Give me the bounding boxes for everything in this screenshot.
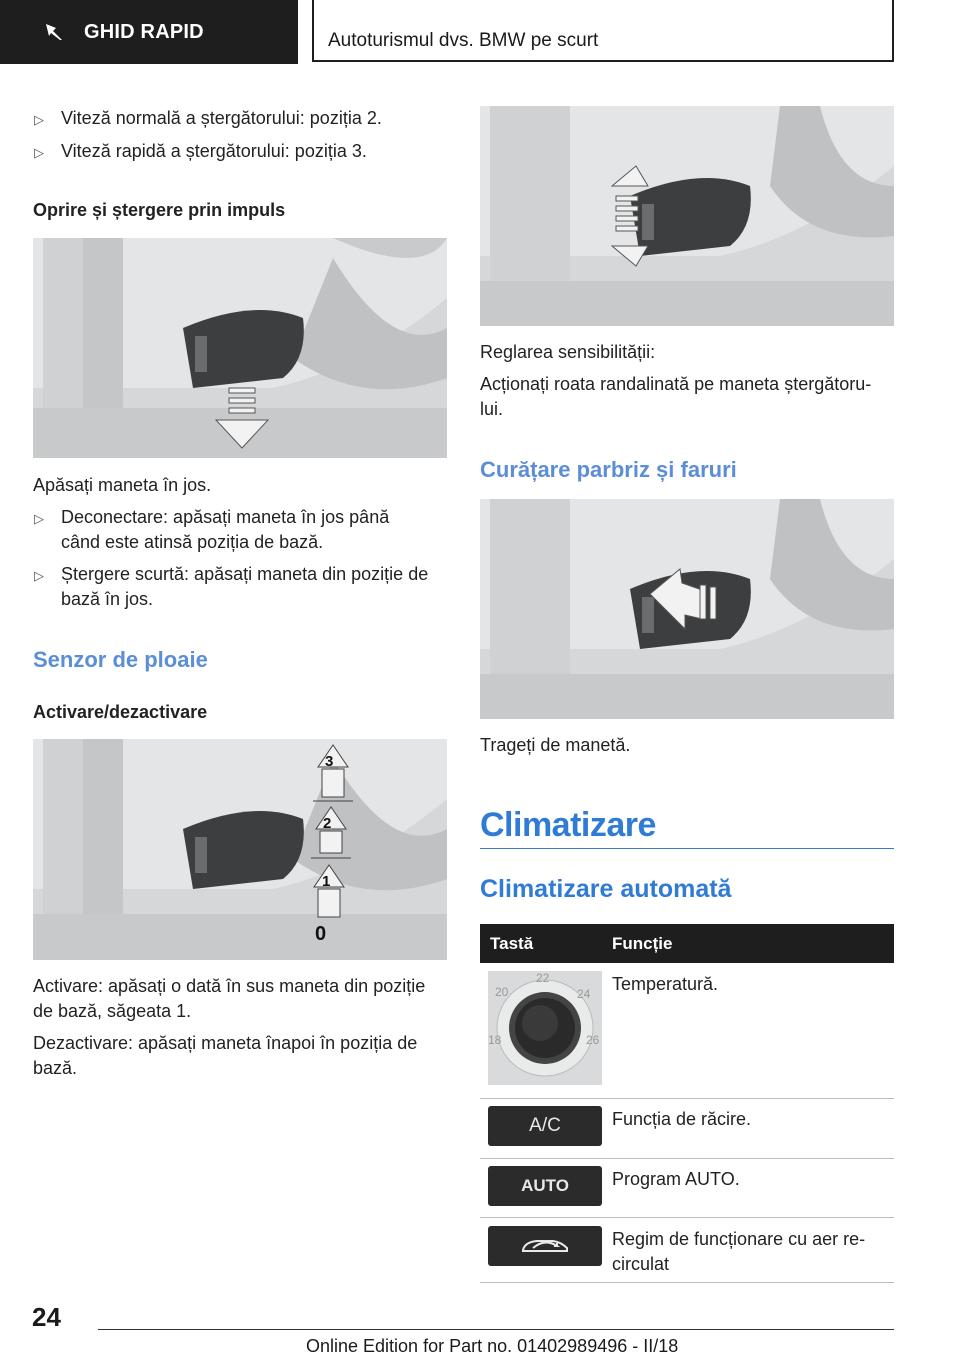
function-recirculation: Regim de funcționare cu aer re- circulat [612, 1229, 866, 1274]
sensitivity-text: Acționați roata randalinată pe maneta ștergătoru- lui. [480, 374, 872, 419]
header-badge-label: GHID RAPID [84, 20, 204, 43]
wiper-press-down-image [33, 238, 447, 458]
pull-lever-image [480, 499, 894, 719]
table-header-key: Tastă [490, 934, 534, 953]
caption-press-down: Apăsați maneta în jos. [33, 475, 212, 495]
table-row-divider [480, 1217, 894, 1218]
function-cooling: Funcția de răcire. [612, 1109, 752, 1129]
header-title-box [312, 0, 894, 62]
deactivation-text: Dezactivare: apăsați maneta înapoi în poziția de bază. [33, 1033, 418, 1078]
dial-label-26: 26 [586, 1033, 600, 1047]
arrow-label-3: 3 [325, 753, 334, 770]
chapter-rule [480, 848, 894, 849]
triangle-bullet-icon: ▷ [34, 112, 44, 127]
star-icon [44, 22, 64, 42]
arrow-label-1: 1 [322, 873, 331, 890]
subheading-impulse: Oprire și ștergere prin impuls [33, 200, 286, 220]
bullet-normal-speed: ▷ Viteză normală a ștergătorului: poziția 2. [61, 106, 382, 131]
page-number: 24 [32, 1302, 61, 1332]
section-rain-sensor: Senzor de ploaie [33, 647, 208, 672]
activation-text: Activare: apăsați o dată în sus maneta din poziție de bază, săgeata 1. [33, 976, 426, 1021]
dial-label-18: 18 [488, 1033, 502, 1047]
auto-key-icon: AUTO [488, 1166, 602, 1206]
footer-rule [98, 1329, 894, 1330]
dial-label-24: 24 [577, 987, 591, 1001]
arrow-label-2: 2 [323, 815, 332, 832]
table-row-divider [480, 1158, 894, 1159]
bullet-short-wipe: ▷ Ștergere scurtă: apăsați maneta din poziție de bază în jos. [34, 564, 429, 609]
function-temperature: Temperatură. [612, 974, 719, 994]
bullet-disconnect: ▷ Deconectare: apăsați maneta în jos până când este atinsă poziția de bază. [34, 507, 390, 552]
header-title: Autoturismul dvs. BMW pe scurt [328, 30, 599, 51]
dial-label-20: 20 [495, 985, 509, 999]
triangle-bullet-icon: ▷ [34, 568, 44, 583]
triangle-bullet-icon: ▷ [34, 145, 44, 160]
sensitivity-wheel-image [480, 106, 894, 326]
section-auto-climate: Climatizare automată [480, 875, 732, 903]
temperature-dial-icon [488, 971, 602, 1085]
table-header [480, 924, 894, 963]
footer-edition: Online Edition for Part no. 01402989496 - II/18 [306, 1336, 679, 1356]
header-badge [0, 0, 298, 64]
subheading-activation: Activare/dezactivare [33, 702, 208, 722]
table-header-function: Funcție [612, 934, 673, 953]
rain-sensor-image [33, 739, 447, 960]
section-cleaning: Curățare parbriz și faruri [480, 457, 737, 482]
dial-label-22: 22 [536, 971, 550, 985]
table-row-divider [480, 1098, 894, 1099]
sensitivity-heading: Reglarea sensibilității: [480, 342, 656, 362]
triangle-bullet-icon: ▷ [34, 511, 44, 526]
caption-pull: Trageți de manetă. [480, 735, 631, 755]
chapter-title: Climatizare [480, 806, 656, 844]
function-auto-program: Program AUTO. [612, 1169, 740, 1189]
table-row-divider [480, 1282, 894, 1283]
recirculation-key-icon [488, 1226, 602, 1266]
position-label-0: 0 [315, 923, 327, 945]
ac-key-icon: A/C [488, 1106, 602, 1146]
bullet-fast-speed: ▷ Viteză rapidă a ștergătorului: poziția 3. [61, 139, 367, 164]
